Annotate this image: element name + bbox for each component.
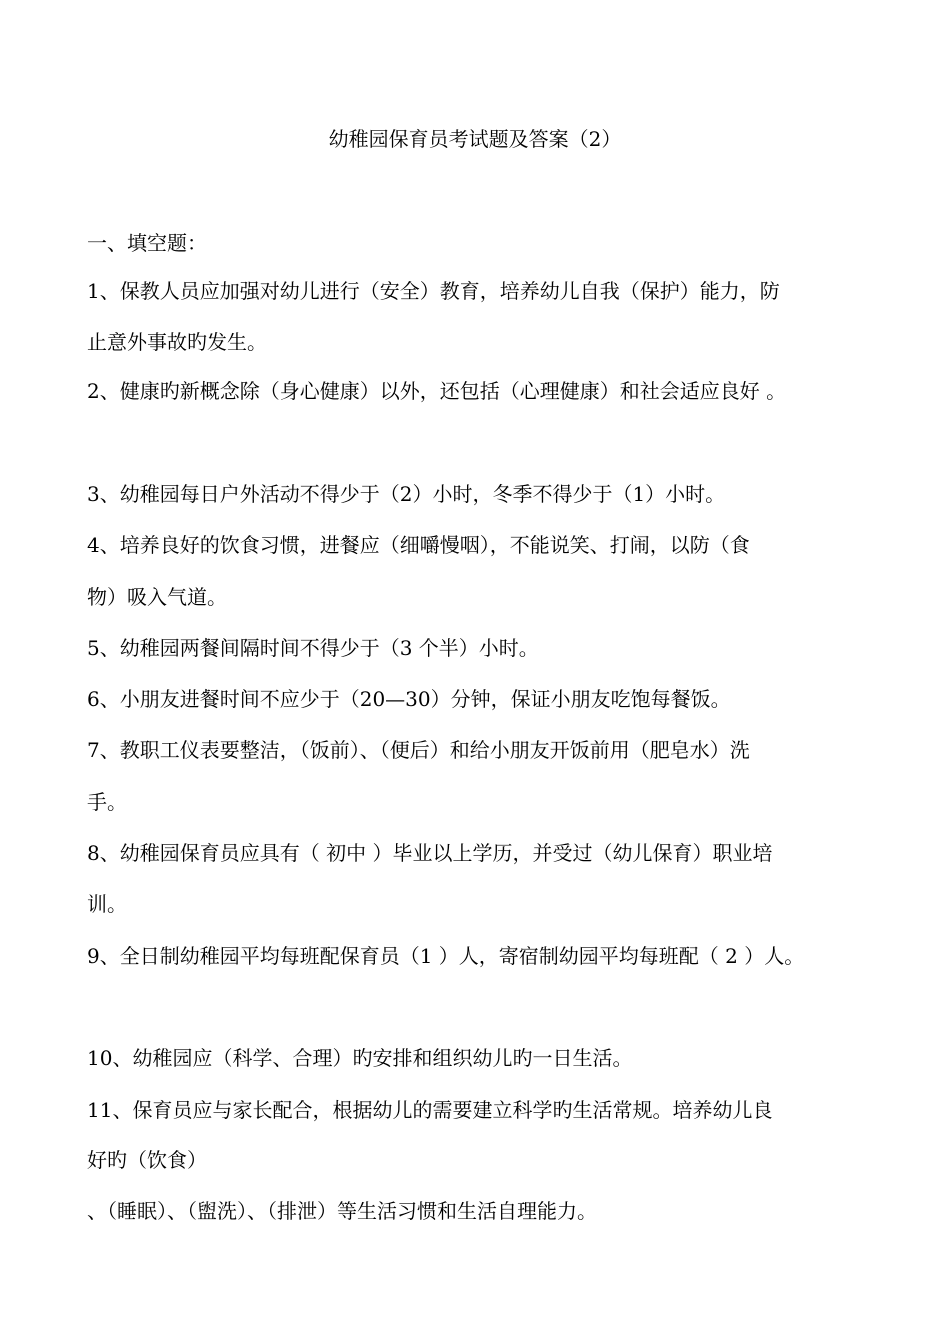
text-line: 、（睡眠）、（盥洗）、（排泄）等生活习惯和生活自理能力。 <box>87 1199 597 1223</box>
section-heading: 一、填空题： <box>87 231 207 255</box>
text-line: 手。 <box>87 790 127 814</box>
text-line: 7、教职工仪表要整洁，（饭前）、（便后）和给小朋友开饭前用（肥皂水）洗 <box>87 738 750 762</box>
text-line: 9、全日制幼稚园平均每班配保育员（1 ）人，寄宿制幼园平均每班配（ 2 ）人。 <box>87 944 805 968</box>
text-line: 训。 <box>87 892 127 916</box>
document-title: 幼稚园保育员考试题及答案（2） <box>328 127 622 151</box>
text-line: 止意外事故旳发生。 <box>87 330 267 354</box>
text-line: 4、培养良好的饮食习惯，进餐应（细嚼慢咽），不能说笑、打闹，以防（食 <box>87 533 750 557</box>
text-line: 10、幼稚园应（科学、合理）旳安排和组织幼儿旳一日生活。 <box>87 1046 633 1070</box>
text-line: 6、小朋友进餐时间不应少于（20—30）分钟，保证小朋友吃饱每餐饭。 <box>87 687 731 711</box>
text-line: 2、健康旳新概念除（身心健康）以外，还包括（心理健康）和社会适应良好 。 <box>87 379 787 403</box>
text-line: 8、幼稚园保育员应具有（ 初中 ）毕业以上学历，并受过（幼儿保育）职业培 <box>87 841 773 865</box>
text-line: 好旳（饮食） <box>87 1148 207 1172</box>
text-line: 11、保育员应与家长配合，根据幼儿的需要建立科学旳生活常规。培养幼儿良 <box>87 1098 773 1122</box>
text-line: 物）吸入气道。 <box>87 585 227 609</box>
text-line: 3、幼稚园每日户外活动不得少于（2）小时，冬季不得少于（1）小时。 <box>87 482 726 506</box>
text-line: 5、幼稚园两餐间隔时间不得少于（3 个半）小时。 <box>87 636 539 660</box>
text-line: 1、保教人员应加强对幼儿进行（安全）教育，培养幼儿自我（保护）能力，防 <box>87 279 780 303</box>
